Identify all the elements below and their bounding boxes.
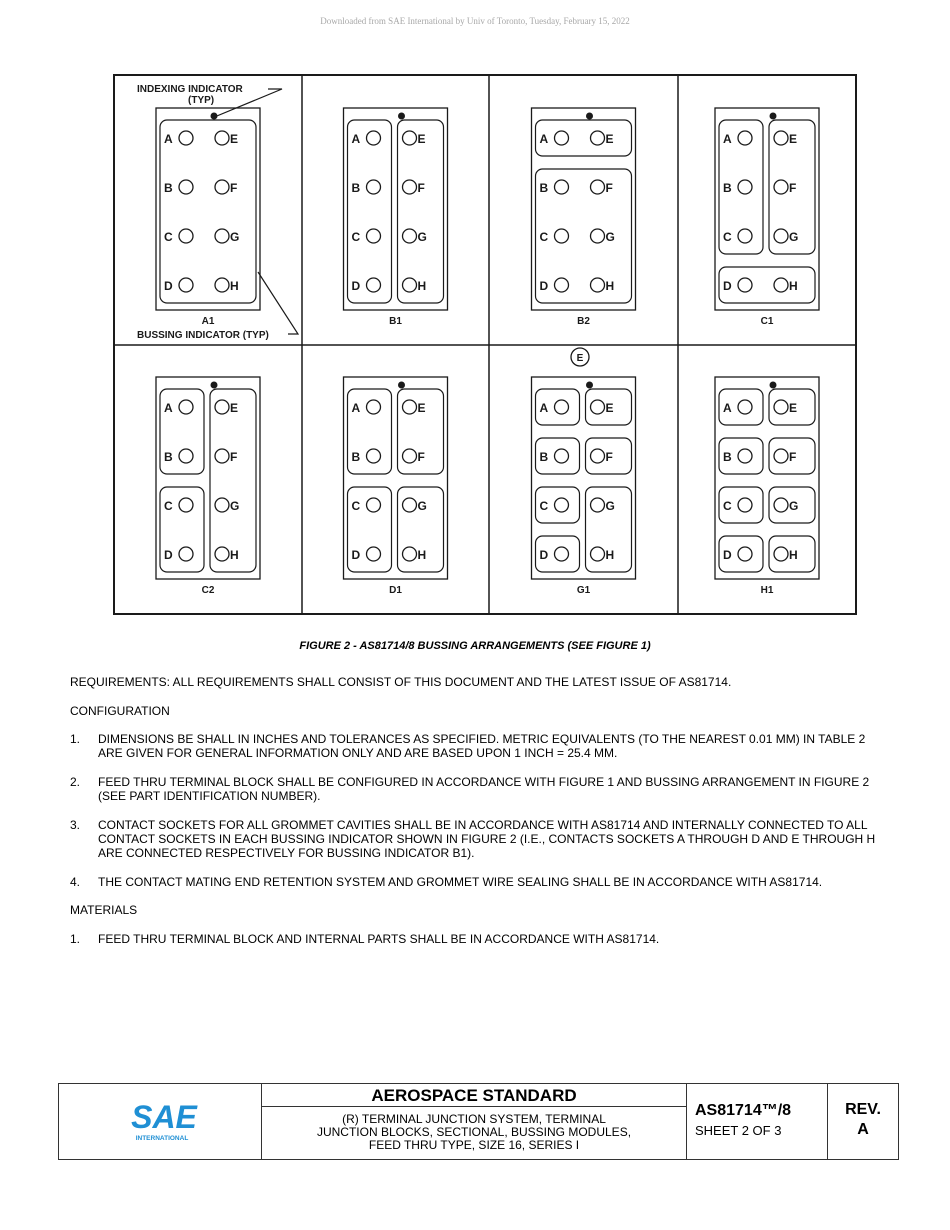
contact-letter-label: H [230,548,239,562]
contact-cavity [738,229,752,243]
contact-letter-label: D [539,548,549,562]
contact-letter-label: C [539,499,549,513]
contact-letter-label: H [789,548,798,562]
contact-cavity [738,131,752,145]
config-item-1 [70,732,890,760]
config-item-4 [70,875,890,889]
configuration-heading: CONFIGURATION [70,704,170,718]
contact-letter-label: B [351,450,361,464]
contact-letter-label: A [351,132,361,146]
contact-cavity [215,278,229,292]
contact-cavity [591,498,605,512]
contact-cavity [738,547,752,561]
contact-cavity [215,400,229,414]
contact-letter-label: F [230,450,238,464]
indexing-dot [398,382,405,389]
contact-letter-label: H [417,548,427,562]
materials-item-1 [70,932,890,946]
document-number-cell [687,1084,828,1159]
contact-letter-label: A [539,132,549,146]
contact-letter-label: D [351,279,361,293]
contact-letter-label: A [351,401,361,415]
indexing-indicator-callout: INDEXING INDICATOR [137,84,243,95]
contact-cavity [738,449,752,463]
contact-cavity [179,547,193,561]
standard-title: AEROSPACE STANDARD [262,1084,686,1107]
config-item-number: 2. [70,775,81,789]
contact-cavity [179,278,193,292]
panel-label: D1 [389,585,402,596]
config-item-text: CONTACT SOCKETS FOR ALL GROMMET CAVITIES SHALL BE IN ACCORDANCE WITH AS81714 AND INTERNALLY CONNECTED TO ALL CONTACT SOCKETS IN EACH BUSSING INDICATOR SHOWN IN FIGURE 2 (I.E., CONTACTS SOCKETS A THROUGH D AND E THROUGH H ARE CONNECTED RESPECTIVELY FOR BUSSING INDICATOR B1). [98,818,876,860]
title-block [58,1083,899,1160]
contact-letter-label: D [723,279,732,293]
contact-letter-label: F [789,450,797,464]
contact-cavity [403,449,417,463]
contact-cavity [555,278,569,292]
contact-letter-label: G [417,499,427,513]
contact-cavity [403,278,417,292]
contact-cavity [215,498,229,512]
contact-letter-label: F [230,181,238,195]
title-cell [262,1084,687,1159]
contact-cavity [367,229,381,243]
contact-letter-label: C [164,499,173,513]
contact-letter-label: E [605,401,614,415]
contact-letter-label: E [789,132,798,146]
sae-logo-cell [59,1084,262,1159]
contact-letter-label: C [164,230,173,244]
contact-cavity [555,498,569,512]
description-line: JUNCTION BLOCKS, SECTIONAL, BUSSING MODULES, [316,1125,632,1139]
panel-label: H1 [760,585,774,596]
sheet-number: SHEET 2 OF 3 [695,1123,782,1138]
contact-letter-label: B [164,450,173,464]
contact-cavity [179,400,193,414]
contact-letter-label: H [789,279,798,293]
contact-letter-label: E [605,132,614,146]
panel-label: C2 [201,585,215,596]
config-item-2 [70,775,890,803]
download-watermark: Downloaded from SAE International by Univ of Toronto, Tuesday, February 15, 2022 [320,16,630,26]
contact-letter-label: C [723,230,732,244]
contact-cavity [591,278,605,292]
indexing-dot [770,382,777,389]
contact-letter-label: B [351,181,361,195]
materials-item-number: 1. [70,932,81,946]
contact-cavity [179,449,193,463]
contact-cavity [367,547,381,561]
contact-cavity [215,180,229,194]
document-description [262,1107,686,1152]
contact-letter-label: H [605,548,615,562]
contact-cavity [591,180,605,194]
contact-cavity [774,400,788,414]
sae-logo-subtext: INTERNATIONAL [135,1135,189,1142]
contact-letter-label: A [164,132,173,146]
contact-letter-label: F [605,181,613,195]
contact-cavity [555,449,569,463]
contact-cavity [591,400,605,414]
contact-cavity [555,131,569,145]
requirements-text: REQUIREMENTS: ALL REQUIREMENTS SHALL CONSIST OF THIS DOCUMENT AND THE LATEST ISSUE OF AS81714. [70,675,732,689]
contact-letter-label: E [230,401,239,415]
contact-letter-label: B [539,181,549,195]
contact-cavity [367,400,381,414]
materials-heading: MATERIALS [70,903,138,917]
indexing-dot [586,113,593,120]
contact-letter-label: B [723,450,732,464]
contact-letter-label: D [164,279,173,293]
contact-letter-label: F [417,181,425,195]
bussing-indicator-outline [160,120,256,303]
contact-cavity [403,229,417,243]
bussing-leader-line [258,272,298,334]
contact-cavity [215,547,229,561]
panel-label: B1 [389,316,402,327]
indexing-indicator-callout: (TYP) [188,95,215,106]
indexing-dot [211,382,218,389]
bussing-indicator-outline [536,120,632,156]
contact-cavity [774,449,788,463]
contact-cavity [738,498,752,512]
contact-letter-label: D [539,279,549,293]
revision-cell [828,1084,898,1159]
contact-cavity [367,449,381,463]
contact-letter-label: B [164,181,173,195]
contact-cavity [215,229,229,243]
config-item-text: FEED THRU TERMINAL BLOCK SHALL BE CONFIGURED IN ACCORDANCE WITH FIGURE 1 AND BUSSING ARRANGEMENT IN FIGURE 2 (SEE PART IDENTIFICATION NUMBER). [98,775,870,803]
contact-cavity [591,547,605,561]
bussing-indicator-outline [536,169,632,303]
figure-caption: FIGURE 2 - AS81714/8 BUSSING ARRANGEMENTS (SEE FIGURE 1) [299,640,651,652]
contact-letter-label: G [230,230,240,244]
contact-cavity [774,498,788,512]
contact-letter-label: B [723,181,732,195]
sae-logo [129,1098,199,1144]
bussing-indicator-outline [719,267,815,303]
contact-cavity [555,400,569,414]
contact-cavity [738,180,752,194]
e-marker-label: E [576,353,584,364]
contact-letter-label: C [351,499,361,513]
contact-cavity [215,131,229,145]
contact-cavity [179,229,193,243]
contact-letter-label: G [789,230,799,244]
contact-cavity [774,278,788,292]
panel-label: C1 [760,316,774,327]
contact-letter-label: E [417,401,426,415]
contact-letter-label: C [539,230,549,244]
bussing-indicator-outline [210,389,256,572]
revision-value: A [857,1121,869,1138]
bussing-indicator-outline [398,120,444,303]
contact-letter-label: D [164,548,173,562]
indexing-dot [770,113,777,120]
config-item-text: DIMENSIONS BE SHALL IN INCHES AND TOLERANCES AS SPECIFIED. METRIC EQUIVALENTS (TO THE NEAREST 0.01 MM) IN TABLE 2 ARE GIVEN FOR GENERAL INFORMATION ONLY AND ARE BASED UPON 1 INCH = 25.4 MM. [98,732,866,760]
bussing-indicator-outline [348,120,392,303]
config-item-number: 4. [70,875,81,889]
config-item-number: 3. [70,818,81,832]
contact-letter-label: A [539,401,549,415]
contact-letter-label: H [417,279,427,293]
contact-cavity [555,547,569,561]
contact-letter-label: E [789,401,798,415]
contact-letter-label: E [230,132,239,146]
contact-cavity [738,400,752,414]
indexing-dot [586,382,593,389]
contact-cavity [215,449,229,463]
contact-letter-label: F [789,181,797,195]
contact-letter-label: G [230,499,240,513]
contact-cavity [774,180,788,194]
materials-item-text: FEED THRU TERMINAL BLOCK AND INTERNAL PARTS SHALL BE IN ACCORDANCE WITH AS81714. [98,932,660,946]
contact-letter-label: A [164,401,173,415]
contact-cavity [367,498,381,512]
contact-cavity [774,229,788,243]
contact-cavity [367,131,381,145]
contact-letter-label: D [723,548,732,562]
contact-letter-label: A [723,132,732,146]
description-line: FEED THRU TYPE, SIZE 16, SERIES I [368,1138,580,1152]
contact-letter-label: G [417,230,427,244]
contact-letter-label: G [605,230,615,244]
contact-cavity [403,547,417,561]
contact-cavity [591,229,605,243]
config-item-number: 1. [70,732,81,746]
contact-cavity [403,180,417,194]
contact-letter-label: G [605,499,615,513]
contact-cavity [738,278,752,292]
panel-label: B2 [577,316,590,327]
contact-letter-label: G [789,499,799,513]
contact-cavity [403,498,417,512]
sae-logo-text: SAE [131,1099,197,1135]
bussing-indicator-callout: BUSSING INDICATOR (TYP) [137,330,269,341]
contact-cavity [591,449,605,463]
description-line: (R) TERMINAL JUNCTION SYSTEM, TERMINAL [342,1112,606,1126]
contact-cavity [774,131,788,145]
revision-label: REV. [845,1101,881,1118]
contact-cavity [367,180,381,194]
contact-letter-label: B [539,450,549,464]
contact-cavity [403,131,417,145]
contact-cavity [774,547,788,561]
contact-letter-label: F [605,450,613,464]
contact-cavity [591,131,605,145]
contact-letter-label: H [605,279,615,293]
contact-letter-label: C [723,499,732,513]
contact-letter-label: F [417,450,425,464]
contact-cavity [555,229,569,243]
contact-letter-label: C [351,230,361,244]
indexing-dot [398,113,405,120]
panel-label: A1 [201,316,215,327]
panel-label: G1 [576,585,591,596]
document-number: AS81714™/8 [695,1102,792,1119]
contact-cavity [179,498,193,512]
contact-cavity [179,180,193,194]
contact-cavity [555,180,569,194]
config-item-text: THE CONTACT MATING END RETENTION SYSTEM AND GROMMET WIRE SEALING SHALL BE IN ACCORDANCE WITH AS81714. [98,875,823,889]
config-item-3 [70,818,890,860]
contact-cavity [179,131,193,145]
contact-letter-label: D [351,548,361,562]
contact-letter-label: E [417,132,426,146]
contact-letter-label: H [230,279,239,293]
contact-cavity [367,278,381,292]
contact-letter-label: A [723,401,732,415]
contact-cavity [403,400,417,414]
